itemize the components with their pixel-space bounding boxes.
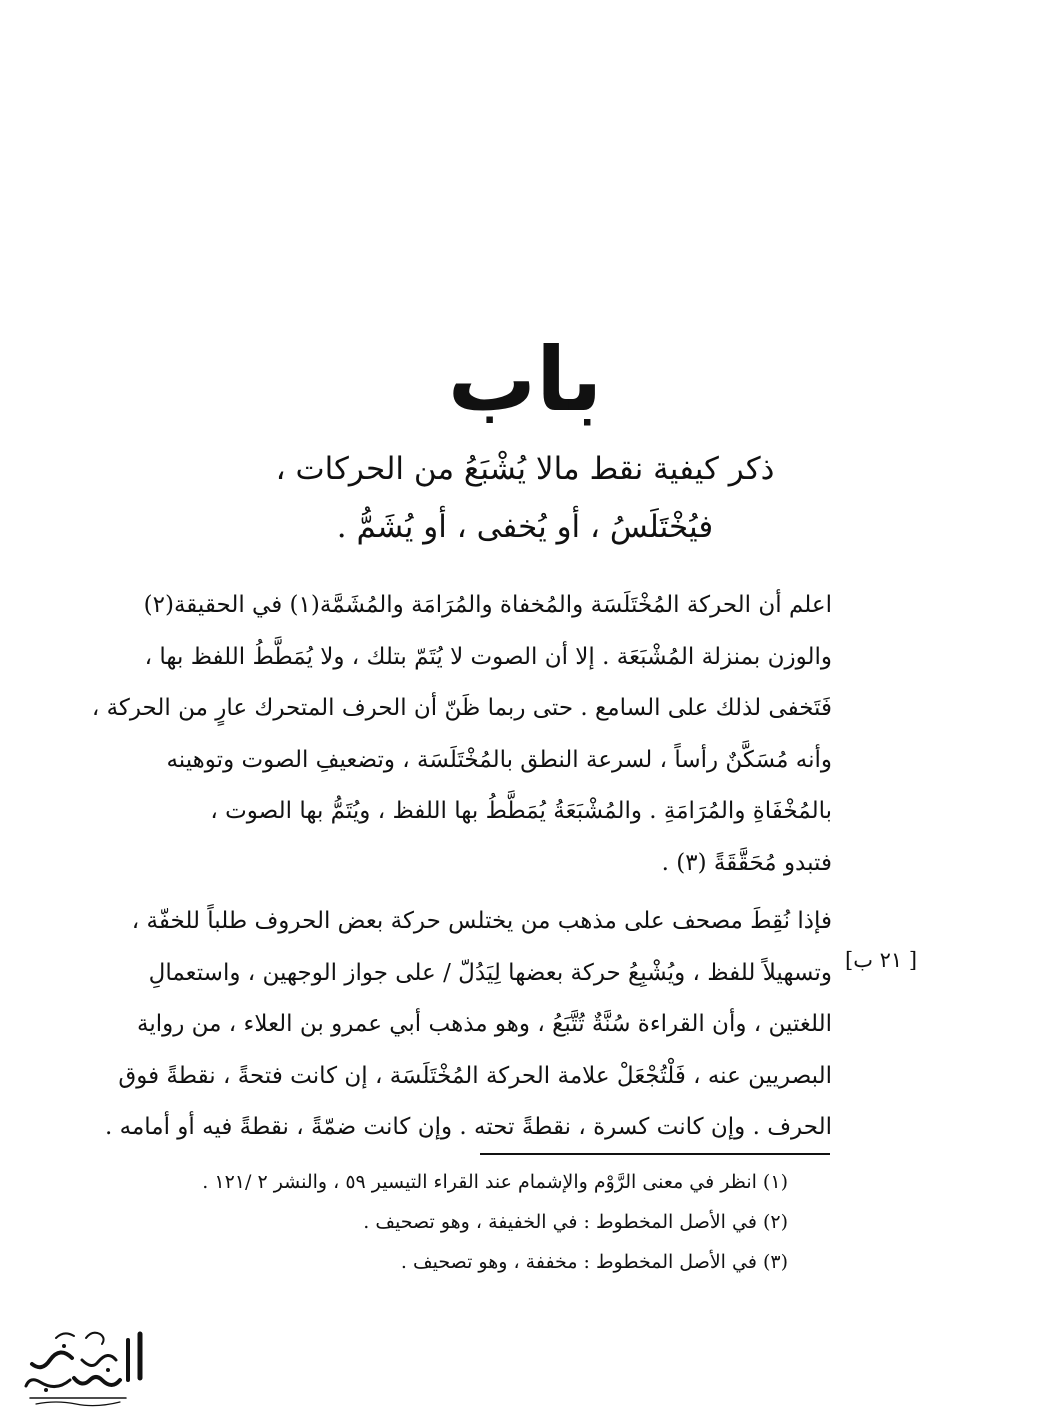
- calligraphy-stamp-logo: [16, 1320, 148, 1412]
- paragraph-line: وتسهيلاً للفظ ، ويُشْبِعُ حركة بعضها لِيَدُلّ / على جواز الوجهين ، واستعمالِ: [148, 959, 832, 986]
- paragraph-line: فَتَخفى لذلك على السامع . حتى ربما ظَنّ أن الحرف المتحرك عارٍ من الحركة ،: [91, 695, 832, 721]
- paragraph-line: فإذا نُقِطَ مصحف على مذهب من يختلس حركة بعض الحروف طلباً للخفّة ،: [131, 908, 832, 934]
- paragraph-line: بالمُخْفَاةِ والمُرَامَةِ . والمُشْبَعَةُ يُمَطَّطُ بها اللفظ ، ويُتَمُّ بها الصوت ،: [210, 798, 832, 824]
- calligraphy-stamp-icon: [16, 1320, 148, 1412]
- paragraph-line: البصريين عنه ، فَلْتُجْعَلْ علامة الحركة المُخْتَلَسَة ، إن كانت فتحةً ، نقطةً فوق: [118, 1062, 832, 1089]
- footnote: (٢) في الأصل المخطوط : في الخفيفة ، وهو تصحيف .: [363, 1211, 788, 1233]
- manuscript-folio-reference: [ ٢١ ب]: [845, 948, 918, 972]
- chapter-subtitle: [150, 440, 900, 556]
- paragraph-1: [91, 580, 832, 889]
- subtitle-line: فيُخْتَلَسُ ، أو يُخفى ، أو يُشَمُّ .: [336, 509, 714, 545]
- chapter-title: باب: [447, 328, 603, 431]
- paragraph-2: [105, 896, 832, 1154]
- paragraph-line: الحرف . وإن كانت كسرة ، نقطةً تحته . وإن كانت ضمّةً ، نقطةً فيه أو أمامه .: [105, 1114, 832, 1140]
- footnote: (١) انظر في معنى الرَّوْم والإشمام عند القراء التيسير ٥٩ ، والنشر ٢ /١٢١ .: [202, 1171, 788, 1193]
- footnote: (٣) في الأصل المخطوط : مخففة ، وهو تصحيف .: [400, 1251, 788, 1273]
- footnote-divider: [480, 1153, 830, 1155]
- subtitle-line: ذكر كيفية نقط مالا يُشْبَعُ من الحركات ،: [275, 451, 775, 487]
- paragraph-line: وأنه مُسَكَّنٌ رأساً ، لسرعة النطق بالمُخْتَلَسَة ، وتضعيفِ الصوت وتوهينه: [166, 746, 832, 773]
- paragraph-line: فتبدو مُحَقَّقَةً (٣) .: [661, 849, 832, 876]
- paragraph-line: اللغتين ، وأن القراءة سُنَّةٌ تُتَّبَعُ ، وهو مذهب أبي عمرو بن العلاء ، من رواية: [137, 1011, 832, 1037]
- paragraph-line: اعلم أن الحركة المُخْتَلَسَة والمُخفاة والمُرَامَة والمُشَمَّة(١) في الحقيقة(٢): [143, 592, 832, 618]
- footnotes: [148, 1162, 788, 1282]
- paragraph-line: والوزن بمنزلة المُشْبَعَة . إلا أن الصوت لا يُتَمّ بتلك ، ولا يُمَطَّطُ اللفظ بها ،: [144, 643, 832, 670]
